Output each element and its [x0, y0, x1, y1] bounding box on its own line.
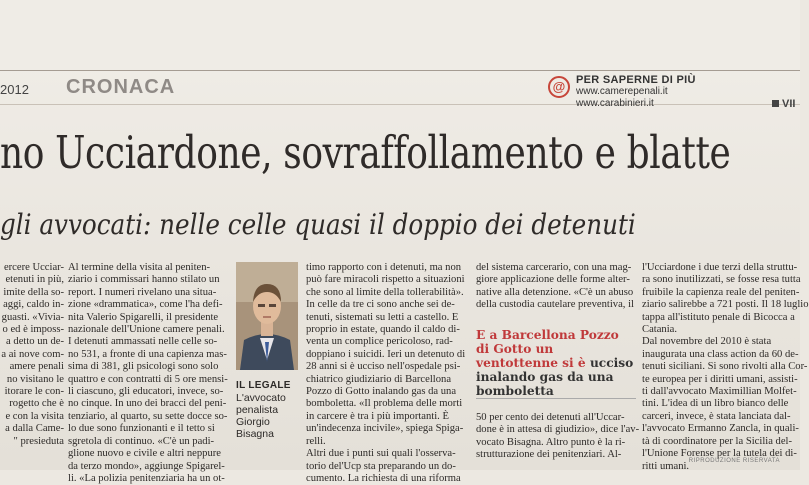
text-line: ti dall'avvocato Maximillian Molfet- — [642, 386, 797, 398]
links-label: PER SAPERNE DI PIÙ — [576, 74, 696, 86]
pull-quote-rest: ucciso inalando gas da una bomboletta — [476, 356, 634, 398]
text-line: ra sono inutilizzati, se fosse resa tutta — [642, 274, 801, 286]
text-line: guasti. «Vivia- — [1, 311, 64, 323]
text-line: della custodia cautelare preventiva, il — [476, 299, 634, 311]
text-line: ziario i commissari hanno stilato un — [68, 274, 220, 286]
text-line: del sistema carcerario, con una mag- — [476, 262, 632, 273]
text-line: no visitano le — [6, 373, 64, 385]
text-line: timo rapporto con i detenuti, ma non — [306, 262, 462, 273]
text-line: vocato Bisagna. Altro punto è la ri- — [476, 436, 626, 448]
text-line: itorare le con- — [4, 386, 64, 398]
subhead: gli avvocati: nelle celle quasi il doppio dei detenuti — [0, 208, 636, 241]
text-line: o ed è imposs- — [2, 324, 64, 336]
text-line: no 531, a fronte di una capienza mas- — [68, 348, 227, 360]
text-line: Al termine della visita al peniten- — [68, 262, 211, 273]
links-box — [576, 74, 696, 110]
column-4-bottom — [476, 412, 640, 470]
link-camerepenali[interactable]: www.camerepenali.it — [576, 86, 668, 97]
text-line: glione nuovo e civile e altri neppure — [68, 448, 221, 460]
text-line: un'indecenza incivile», spiega Spiga- — [306, 423, 464, 435]
text-line: proprio in estate, quando il caldo di- — [306, 324, 460, 336]
text-line: doppiano i suicidi. Ieri un detenuto di — [306, 348, 466, 360]
text-line: te europea per i diritti umani, assisti- — [642, 373, 798, 385]
text-line: ercere Ucciar- — [3, 262, 64, 273]
text-line: tini. L'idea di un libro bianco delle — [642, 398, 789, 410]
caption-line: L'avvocato — [236, 392, 286, 404]
caption-line: Bisagna — [236, 428, 274, 440]
pull-quote-divider — [476, 398, 636, 399]
column-5 — [642, 262, 809, 472]
text-line: li. «La polizia penitenziaria ha un ot- — [68, 472, 225, 484]
text-line: venta un complice pericoloso, rad- — [306, 336, 453, 348]
text-line: e con la visita — [5, 410, 64, 422]
text-line: zione «drammatica», come l'ha defi- — [68, 299, 223, 311]
text-line: che sono al limite della tollerabilità». — [306, 286, 464, 298]
text-line: nita Valerio Spigarelli, il presidente — [68, 311, 219, 323]
column-3 — [306, 262, 466, 484]
text-line: inaugurata una class action da 60 de- — [642, 348, 799, 360]
link-carabinieri[interactable]: www.carabinieri.it — [576, 98, 654, 109]
text-line: a detto un de- — [6, 336, 64, 348]
text-line: tenuti, sistemati su letti a castello. E — [306, 311, 459, 323]
text-line: tappa all'istituto penale di Bicocca a — [642, 311, 795, 323]
text-line: rogetto che è — [9, 398, 64, 410]
text-line: bomboletta. «Il problema delle morti — [306, 398, 463, 410]
text-line: sima di 381, gli psicologi sono solo — [68, 361, 219, 373]
text-line: 28 anni si è ucciso nell'ospedale psi- — [306, 361, 461, 373]
photo-caption — [236, 380, 304, 440]
text-line: l'avvocato Ermanno Zancla, in quali- — [642, 423, 799, 435]
text-line: relli. — [306, 435, 326, 447]
text-line: fruibile la capienza reale del peniten- — [642, 286, 800, 298]
text-line: giore applicazione delle forme alter- — [476, 274, 630, 286]
text-line: tenuti siciliani. Si sono rivolti alla Cor- — [642, 361, 808, 373]
text-line: report. I numeri rivelano una situa- — [68, 286, 217, 298]
text-line: aggi, caldo in- — [3, 299, 64, 311]
text-line: tà di coordinatore per la Sicilia del- — [642, 435, 793, 447]
text-line: torio del'Ucp sta preparando un do- — [306, 460, 456, 472]
text-line: strutturazione dei penitenziari. Al- — [476, 449, 622, 461]
text-line: l'Ucciardone i due terzi della struttu- — [642, 262, 798, 273]
text-line: lo due sono funzionanti e il tetto si — [68, 423, 215, 435]
caption-line: Giorgio — [236, 416, 270, 428]
text-line: amere penali — [9, 361, 64, 373]
pull-quote-red: E a Barcellona Pozzo di Gotto un ventottenne si è — [476, 328, 619, 370]
text-line: ziario salirebbe a 721 posti. Il 18 luglio — [642, 299, 809, 311]
text-line: a ai nove com- — [1, 348, 64, 360]
text-line: da terzo mondo», aggiunge Spigarel- — [68, 460, 225, 472]
text-line: In celle da tre ci sono anche sei de- — [306, 299, 455, 311]
text-line: può fare miracoli rispetto a situazioni — [306, 274, 465, 286]
text-line: I detenuti ammassati nelle celle so- — [68, 336, 218, 348]
text-line: chiatrico giudiziario di Barcellona — [306, 373, 452, 385]
text-line: in carcere è tra i più importanti. È — [306, 410, 449, 422]
page-number: VII — [772, 98, 795, 110]
caption-line: penalista — [236, 404, 279, 416]
text-line: tenziario, al quarto, su sette docce so- — [68, 410, 228, 422]
text-line: li ciascuno, gli educatori, invece, so- — [68, 386, 224, 398]
text-line: nazionale dell'Unione camere penali. — [68, 324, 225, 336]
folio-year: 2012 — [0, 82, 29, 97]
copyright-note: RIPRODUZIONE RISERVATA — [688, 458, 780, 464]
column-1 — [0, 262, 64, 470]
at-icon: @ — [548, 76, 570, 98]
text-line: native alla detenzione. «C'è un abuso — [476, 286, 634, 298]
text-line: Catania. — [642, 324, 678, 336]
text-line: cumento. La richiesta di una riforma — [306, 472, 461, 484]
pull-quote — [476, 328, 636, 398]
text-line: Altri due i punti sui quali l'osserva- — [306, 448, 456, 460]
column-2 — [68, 262, 230, 484]
text-line: a dalla Came- — [5, 423, 64, 435]
text-line: carceri, invece, è stata lanciata dal- — [642, 410, 791, 422]
column-4 — [476, 262, 636, 322]
section-title: CRONACA — [66, 76, 176, 98]
caption-kicker: IL LEGALE — [236, 380, 291, 391]
text-line: quattro e con contratti di 5 ore mensi- — [68, 373, 228, 385]
text-line: sgretola di continuo. «C'è un padi- — [68, 435, 215, 447]
lawyer-photo — [236, 262, 298, 370]
text-line: done è in attesa di giudizio», dice l'av- — [476, 424, 640, 436]
text-line: 50 per cento dei detenuti all'Uccar- — [476, 412, 625, 423]
text-line: imite della so- — [3, 286, 64, 298]
top-margin — [0, 0, 800, 70]
text-line: l'Unione Forense per la tutela dei di- — [642, 448, 797, 460]
text-line: ritti umani. — [642, 460, 690, 472]
headline: no Ucciardone, sovraffollamento e blatte — [0, 126, 731, 179]
text-line: etenuti in più, — [5, 274, 64, 286]
header-rule — [0, 70, 800, 71]
text-line: Dal novembre del 2010 è stata — [642, 336, 772, 348]
text-line: " presieduta — [13, 435, 64, 447]
text-line: no cinque. In uno dei bracci del peni- — [68, 398, 227, 410]
text-line: Pozzo di Gotto inalando gas da una — [306, 386, 457, 398]
